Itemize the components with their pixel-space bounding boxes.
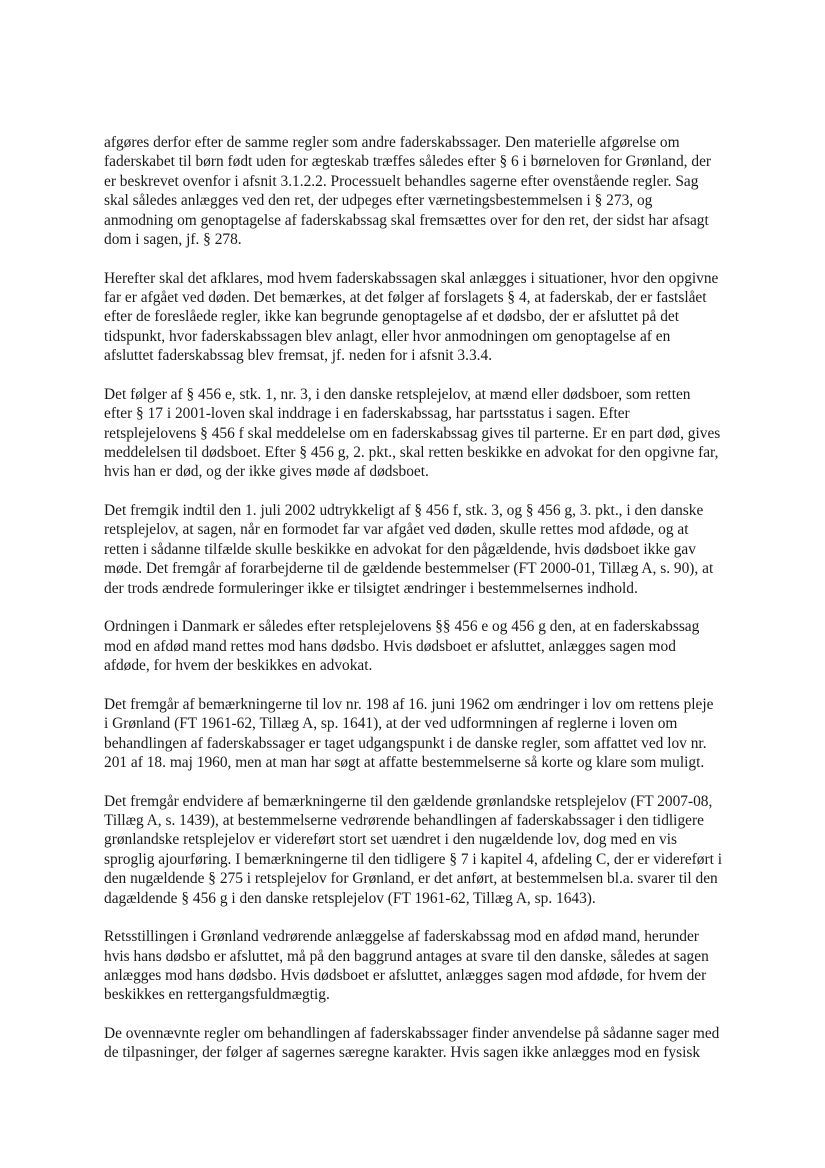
text-line: hvis han er død, og der ikke gives møde af dødsboet. (104, 463, 429, 481)
text-line: behandlingen af faderskabssager er taget udgangspunkt i de danske regler, som affattet ved lov nr. (104, 734, 707, 752)
text-line: far er afgået ved døden. Det bemærkes, at det følger af forslagets § 4, at faderskab, der er fastslået (104, 289, 707, 307)
text-line: Herefter skal det afklares, mod hvem faderskabssagen skal anlægges i situationer, hvor den opgivne (104, 269, 719, 287)
text-line: anlægges mod hans dødsbo. Hvis dødsboet er afsluttet, anlægges sagen mod afdøde, for hvem der (104, 966, 707, 984)
text-line: 201 af 18. maj 1960, men at man har søgt at affatte bestemmelserne så korte og klare som muligt. (104, 753, 705, 771)
text-line: mod en afdød mand rettes mod hans dødsbo. Hvis dødsboet er afsluttet, anlægges sagen mod (104, 637, 676, 655)
text-line: skal således anlægges ved den ret, der udpeges efter værnetingsbestemmelsen i § 273, og (104, 192, 653, 210)
text-line: retsplejelovens § 456 f skal meddelelse om en faderskabssag gives til parterne. Er en part død, gives (104, 424, 721, 442)
text-line: De ovennævnte regler om behandlingen af faderskabssager finder anvendelse på sådanne sager med (104, 1024, 720, 1042)
text-line: Det fremgik indtil den 1. juli 2002 udtrykkeligt af § 456 f, stk. 3, og § 456 g, 3. pkt., i den danske (104, 502, 704, 520)
text-line: tidspunkt, hvor faderskabssagen blev anlagt, eller hvor anmodningen om genoptagelse af en (104, 327, 671, 345)
text-line: Retsstillingen i Grønland vedrørende anlæggelse af faderskabssag mod en afdød mand, herunder (104, 928, 699, 946)
text-line: afdøde, for hvem der beskikkes en advokat. (104, 657, 373, 675)
paragraph-1 (104, 133, 724, 249)
document-page (104, 133, 724, 1082)
text-line: er beskrevet ovenfor i afsnit 3.1.2.2. Processuelt behandles sagerne efter ovenstående regler. Sag (104, 172, 699, 190)
paragraph-4 (104, 501, 724, 598)
text-line: efter § 17 i 2001-loven skal inddrage i en faderskabssag, har partsstatus i sagen. Efter (104, 405, 630, 423)
paragraph-3 (104, 385, 724, 482)
text-line: Det følger af § 456 e, stk. 1, nr. 3, i den danske retsplejelov, at mænd eller dødsboer, som retten (104, 385, 691, 403)
text-line: de tilpasninger, der følger af sagernes særegne karakter. Hvis sagen ikke anlægges mod en fysisk (104, 1044, 701, 1062)
text-line: dagældende § 456 g i den danske retsplejelov (FT 1961-62, Tillæg A, sp. 1643). (104, 889, 596, 907)
text-line: retten i sådanne tilfælde skulle beskikke en advokat for den pågældende, hvis dødsboet ikke gav (104, 540, 696, 558)
paragraph-8 (104, 927, 724, 1005)
text-line: Det fremgår af bemærkningerne til lov nr. 198 af 16. juni 1962 om ændringer i lov om rettens pleje (104, 695, 714, 713)
text-line: beskikkes en rettergangsfuldmægtig. (104, 986, 330, 1004)
text-line: afsluttet faderskabssag blev fremsat, jf. neden for i afsnit 3.3.4. (104, 347, 493, 365)
text-line: Tillæg A, s. 1439), at bestemmelserne vedrørende behandlingen af faderskabssager i den tidligere (104, 811, 704, 829)
text-line: faderskabet til børn født uden for ægteskab træffes således efter § 6 i børneloven for Grønland, der (104, 153, 712, 171)
text-line: Det fremgår endvidere af bemærkningerne til den gældende grønlandske retsplejelov (FT 2007-08, (104, 792, 713, 810)
text-line: den nugældende § 275 i retsplejelov for Grønland, er det anført, at bestemmelsen bl.a. svarer til den (104, 870, 718, 888)
text-line: i Grønland (FT 1961-62, Tillæg A, sp. 1641), at der ved udformningen af reglerne i loven om (104, 715, 678, 733)
text-line: Ordningen i Danmark er således efter retsplejelovens §§ 456 e og 456 g den, at en faderskabssag (104, 618, 700, 636)
paragraph-5 (104, 617, 724, 675)
paragraph-2 (104, 269, 724, 366)
text-line: retsplejelov, at sagen, når en formodet far var afgået ved døden, skulle rettes mod afdøde, og at (104, 521, 689, 539)
text-line: der trods ændrede formuleringer ikke er tilsigtet ændringer i bestemmelsernes indhold. (104, 579, 638, 597)
text-line: meddelelsen til dødsboet. Efter § 456 g, 2. pkt., skal retten beskikke en advokat for den opgivne far, (104, 444, 719, 462)
text-line: afgøres derfor efter de samme regler som andre faderskabssager. Den materielle afgørelse om (104, 134, 680, 151)
text-line: dom i sagen, jf. § 278. (104, 231, 242, 249)
paragraph-7 (104, 792, 724, 908)
text-line: grønlandske retsplejelov er videreført stort set uændret i den nugældende lov, dog med en vis (104, 831, 678, 849)
text-line: hvis hans dødsbo er afsluttet, må på den baggrund antages at svare til den danske, således at sagen (104, 947, 709, 965)
text-line: sproglig ajourføring. I bemærkningerne til den tidligere § 7 i kapitel 4, afdeling C, der er videreført i (104, 850, 723, 868)
paragraph-6 (104, 695, 724, 773)
text-line: møde. Det fremgår af forarbejderne til de gældende bestemmelser (FT 2000-01, Tillæg A, s. 90), at (104, 560, 714, 578)
paragraph-9 (104, 1024, 724, 1063)
text-line: anmodning om genoptagelse af faderskabssag skal fremsættes over for den ret, der sidst har afsagt (104, 211, 709, 229)
text-line: efter de foreslåede regler, ikke kan begrunde genoptagelse af et dødsbo, der er afsluttet på det (104, 308, 679, 326)
